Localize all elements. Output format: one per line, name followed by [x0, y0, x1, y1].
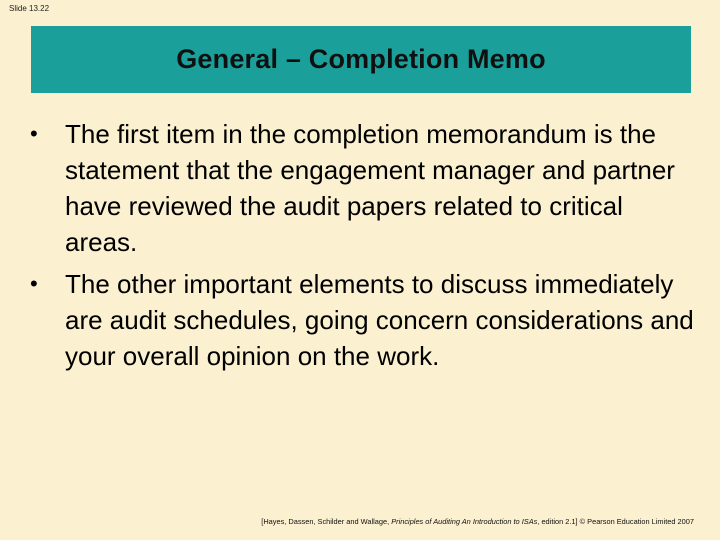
- bullet-list: [30, 116, 700, 380]
- bullet-item: [30, 116, 700, 260]
- citation-suffix: , edition 2.1] © Pearson Education Limited 2007: [537, 517, 694, 526]
- title-bar: [31, 26, 691, 93]
- bullet-text: The first item in the completion memorandum is the statement that the engagement manager and partner have reviewed the audit papers related to critical areas.: [65, 119, 675, 257]
- bullet-item: [30, 266, 700, 374]
- slide-title: General – Completion Memo: [176, 44, 546, 74]
- source-citation: [261, 517, 694, 527]
- citation-prefix: [Hayes, Dassen, Schilder and Wallage,: [261, 517, 392, 526]
- citation-book-title: Principles of Auditing An Introduction to ISAs: [391, 517, 538, 526]
- bullet-marker: •: [30, 271, 38, 296]
- bullet-text: The other important elements to discuss immediately are audit schedules, going concern considerations and your overall opinion on the work.: [65, 269, 694, 371]
- bullet-marker: •: [30, 121, 38, 146]
- slide-number: Slide 13.22: [9, 4, 50, 13]
